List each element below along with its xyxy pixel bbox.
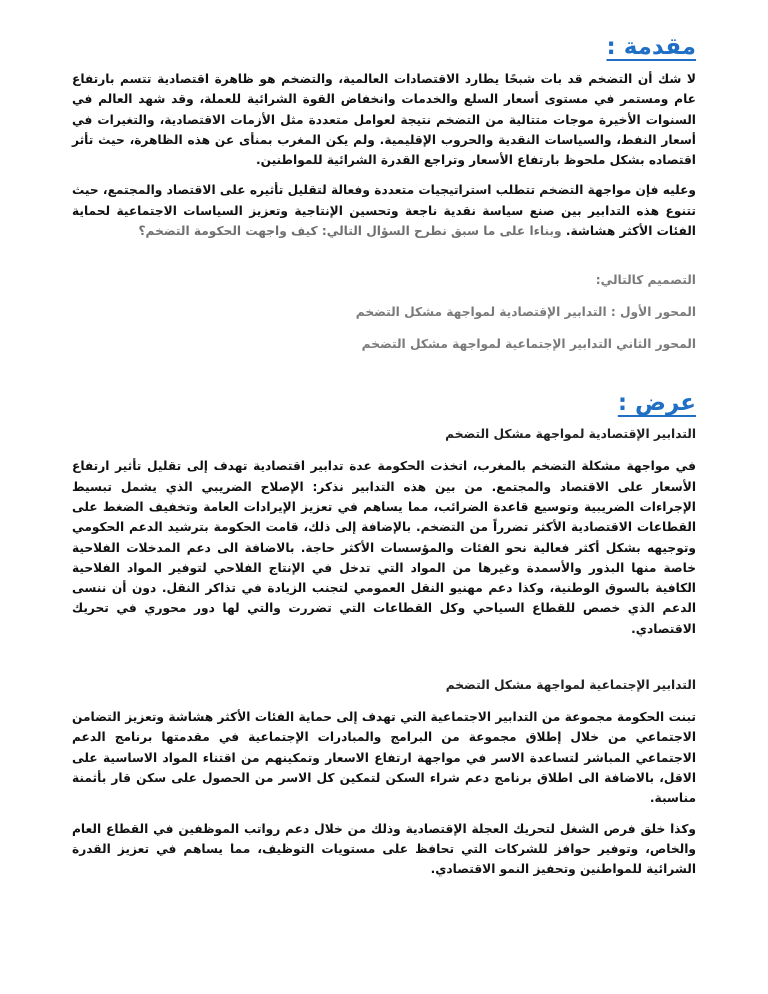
intro-heading: مقدمة : xyxy=(606,34,696,60)
section-1-title: التدابير الإقتصادية لمواجهة مشكل التضخم xyxy=(445,427,696,442)
section-2-paragraph-1: تبنت الحكومة مجموعة من التدابير الاجتماعية التي تهدف إلى حماية الفئات الأكثر هشاشة وتعزيز التضامن الاجتماعي من خلال إطلاق مجموعة من البرامج والمبادرات الإجتماعية في مقدمتها برنامج الدعم الاجتماعي المباشر لتساعدة الاسر في مواجهة ارتفاع الاسعار وتمكينهم من اقتناء المواد الاساسية على الاقل، بالاضافة الى اطلاق برنامج دعم شراء السكن لتمكين كل الاسر من الحصول على سكن قار بأثمنة مناسبة. xyxy=(72,710,696,806)
intro-paragraph-2-main: وعليه فإن مواجهة التضخم تتطلب استراتيجيات متعددة وفعالة لتقليل تأثيره على الاقتصاد والمجتمع، حيث تتنوع هذه التدابير بين صنع سياسة نقدية ناجعة وتحسين الإنتاجية وتعزيز السياسات الاجتماعية لحماية الفئات الأكثر هشاشة. xyxy=(72,183,696,239)
plan-axis-2: المحور الثاني التدابير الإجتماعية لمواجهة مشكل التضخم xyxy=(361,337,696,352)
section-1-paragraph: في مواجهة مشكلة التضخم بالمغرب، اتخذت الحكومة عدة تدابير اقتصادية تهدف إلى تقليل تأثير ارتفاع الأسعار على الاقتصاد والمجتمع. من بين هذه التدابير نذكر: الإصلاح الضريبي الذي يشمل تبسيط الإجراءات الضريبية وتوسيع قاعدة الضرائب، مما يساهم في تعزيز الإيرادات العامة وتخفيف الضغط على القطاعات الاقتصادية الأكثر تضرراً من التضخم. بالإضافة إلى ذلك، قامت الحكومة بترشيد الدعم الحكومي وتوجيهه بشكل أكثر فعالية نحو الفئات والمؤسسات الأكثر حاجة. بالاضافة الى دعم المدخلات الفلاحية خاصة منها البذور والأسمدة وغيرها من المواد التي تدخل في الإنتاج الفلاحي لتوفير المواد الفلاحية الكافية بالسوق الوطنية، وكذا دعم مهنيو النقل العمومي لتجنب الزيادة في تذاكر النقل. دون أن ننسى الدعم الذي خصص للقطاع السياحي وكل القطاعات التي تضررت والتي لها دور محوري في تحريك الاقتصادي. xyxy=(72,459,696,636)
research-question: وبناءا على ما سبق نطرح السؤال التالي: كيف واجهت الحكومة التضخم؟ xyxy=(138,224,562,239)
plan-section xyxy=(72,270,696,354)
section-2-title: التدابير الإجتماعية لمواجهة مشكل التضخم xyxy=(445,678,696,693)
intro-paragraph-2 xyxy=(72,180,696,241)
plan-title: التصميم كالتالي: xyxy=(595,273,696,288)
body-heading: عرض : xyxy=(617,390,696,417)
intro-paragraph-1: لا شك أن التضخم قد بات شبحًا يطارد الاقتصادات العالمية، والتضخم هو ظاهرة اقتصادية تتسم بارتفاع عام ومستمر في مستوى أسعار السلع والخدمات وانخفاض القوة الشرائية للعملة، وقد شهد العالم في السنوات الأخيرة موجات متتالية من التضخم نتيجة لعوامل متعددة مثل الأزمات الاقتصادية، والتغيرات في أسعار النفط، والسياسات النقدية والحروب الإقليمية. ولم يكن المغرب بمنأى عن هذه الظاهرة، حيث تأثر اقتصاده بشكل ملحوظ بارتفاع الأسعار وتراجع القدرة الشرائية للمواطنين. xyxy=(72,72,696,168)
section-2-paragraph-2: وكذا خلق فرص الشغل لتحريك العجلة الإقتصادية وذلك من خلال دعم رواتب الموظفين في القطاع العام والخاص، وتوفير حوافز للشركات التي تحافظ على مستويات التوظيف، مما يساهم في تعزيز القدرة الشرائية للمواطنين وتحفيز النمو الاقتصادي. xyxy=(72,821,696,877)
plan-axis-1: المحور الأول : التدابير الإقتصادية لمواجهة مشكل التضخم xyxy=(355,305,696,320)
